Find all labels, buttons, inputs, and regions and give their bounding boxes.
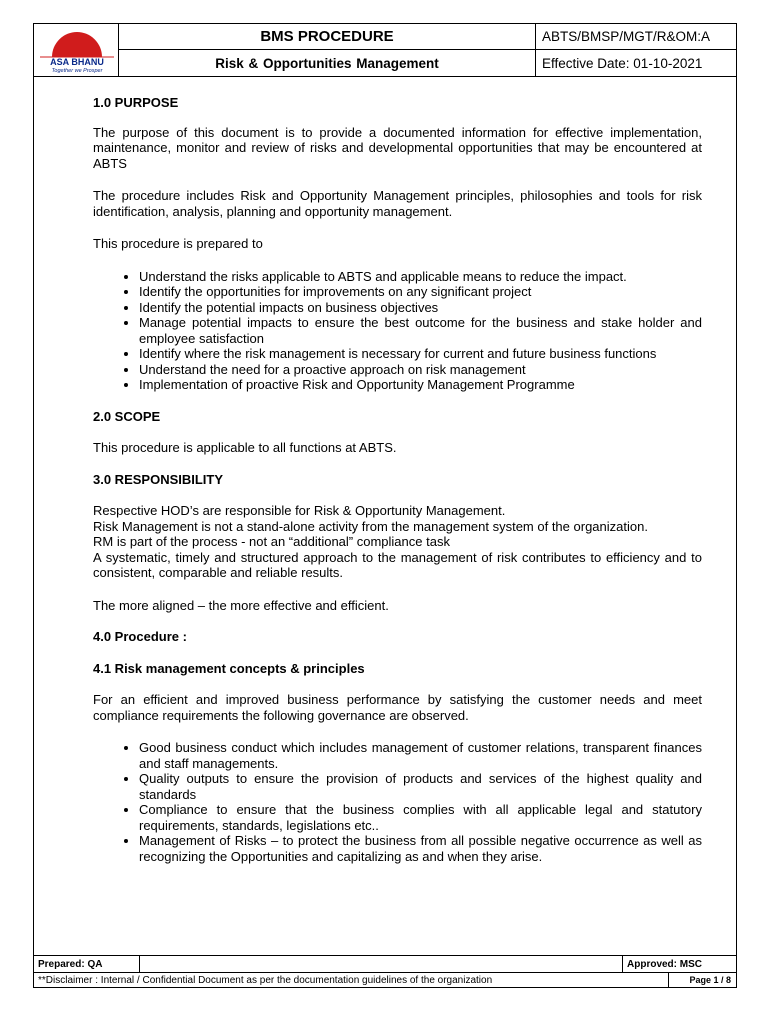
responsibility-line: Risk Management is not a stand-alone activity from the management system of the organization. bbox=[93, 518, 648, 534]
scope-paragraph: This procedure is applicable to all functions at ABTS. bbox=[93, 440, 397, 455]
concepts-bullet-list bbox=[93, 740, 702, 864]
brand-name: ASA BHANU bbox=[50, 57, 104, 67]
purpose-bullet-list bbox=[93, 269, 702, 393]
scope-heading: 2.0 SCOPE bbox=[93, 408, 161, 424]
document-title: BMS PROCEDURE bbox=[118, 23, 536, 50]
responsibility-line: Respective HOD’s are responsible for Risk & Opportunity Management. bbox=[93, 503, 506, 518]
responsibility-line: A systematic, timely and structured approach to the management of risk contributes to efficiency and to consistent, comparable and reliable results. bbox=[93, 549, 702, 580]
purpose-paragraph-2: The procedure includes Risk and Opportunity Management principles, philosophies and tools for risk identification, analysis, planning and opportunity management. bbox=[93, 188, 702, 219]
logo bbox=[33, 23, 119, 77]
responsibility-paragraph-2: The more aligned – the more effective and efficient. bbox=[93, 597, 389, 613]
list-item: • Understand the need for a proactive approach on risk management bbox=[139, 362, 702, 378]
list-item: • Identify the potential impacts on business objectives bbox=[139, 300, 702, 316]
concepts-heading: 4.1 Risk management concepts & principles bbox=[93, 660, 365, 676]
list-item: • Good business conduct which includes management of customer relations, transparent finances and staff managements. bbox=[139, 740, 702, 771]
sun-logo-icon bbox=[34, 24, 120, 58]
list-item: • Identify where the risk management is necessary for current and future business functions bbox=[139, 346, 702, 362]
document-body bbox=[93, 95, 702, 864]
list-item: • Understand the risks applicable to ABTS and applicable means to reduce the impact. bbox=[139, 269, 702, 285]
purpose-paragraph-1: The purpose of this document is to provide a documented information for effective implementation, maintenance, monitor and review of risks and developmental opportunities that may be encountered at ABTS bbox=[93, 124, 702, 171]
document-header bbox=[33, 23, 737, 77]
responsibility-line: RM is part of the process - not an “additional” compliance task bbox=[93, 534, 450, 549]
procedure-heading: 4.0 Procedure : bbox=[93, 629, 187, 644]
list-item: • Compliance to ensure that the business complies with all applicable legal and statutory requirements, standards, legislations etc.. bbox=[139, 802, 702, 833]
approved-by: Approved: MSC bbox=[622, 955, 737, 973]
list-item: • Identify the opportunities for improvements on any significant project bbox=[139, 284, 702, 300]
page-number: Page 1 / 8 bbox=[668, 972, 737, 988]
brand-tagline: Together we Prosper bbox=[51, 68, 103, 74]
purpose-heading: 1.0 PURPOSE bbox=[93, 95, 179, 110]
concepts-paragraph: For an efficient and improved business performance by satisfying the customer needs and meet compliance requirements the following governance are observed. bbox=[93, 692, 702, 723]
document-code: ABTS/BMSP/MGT/R&OM:A bbox=[535, 23, 737, 50]
list-item: • Manage potential impacts to ensure the best outcome for the business and stake holder and employee satisfaction bbox=[139, 315, 702, 346]
responsibility-heading: 3.0 RESPONSIBILITY bbox=[93, 471, 224, 487]
disclaimer: **Disclaimer : Internal / Confidential Document as per the documentation guidelines of the organization bbox=[33, 972, 669, 988]
list-item: • Implementation of proactive Risk and Opportunity Management Programme bbox=[139, 377, 702, 393]
document-footer bbox=[33, 955, 737, 988]
purpose-paragraph-3: This procedure is prepared to bbox=[93, 236, 263, 251]
footer-blank-cell bbox=[139, 955, 623, 973]
prepared-by: Prepared: QA bbox=[33, 955, 140, 973]
document-subtitle: Risk & Opportunities Management bbox=[118, 49, 536, 77]
effective-date: Effective Date: 01-10-2021 bbox=[535, 49, 737, 77]
list-item: • Management of Risks – to protect the business from all possible negative occurrence as well as recognizing the Opportunities and capitalizing as and when they arise. bbox=[139, 833, 702, 864]
list-item: • Quality outputs to ensure the provision of products and services of the highest quality and standards bbox=[139, 771, 702, 802]
